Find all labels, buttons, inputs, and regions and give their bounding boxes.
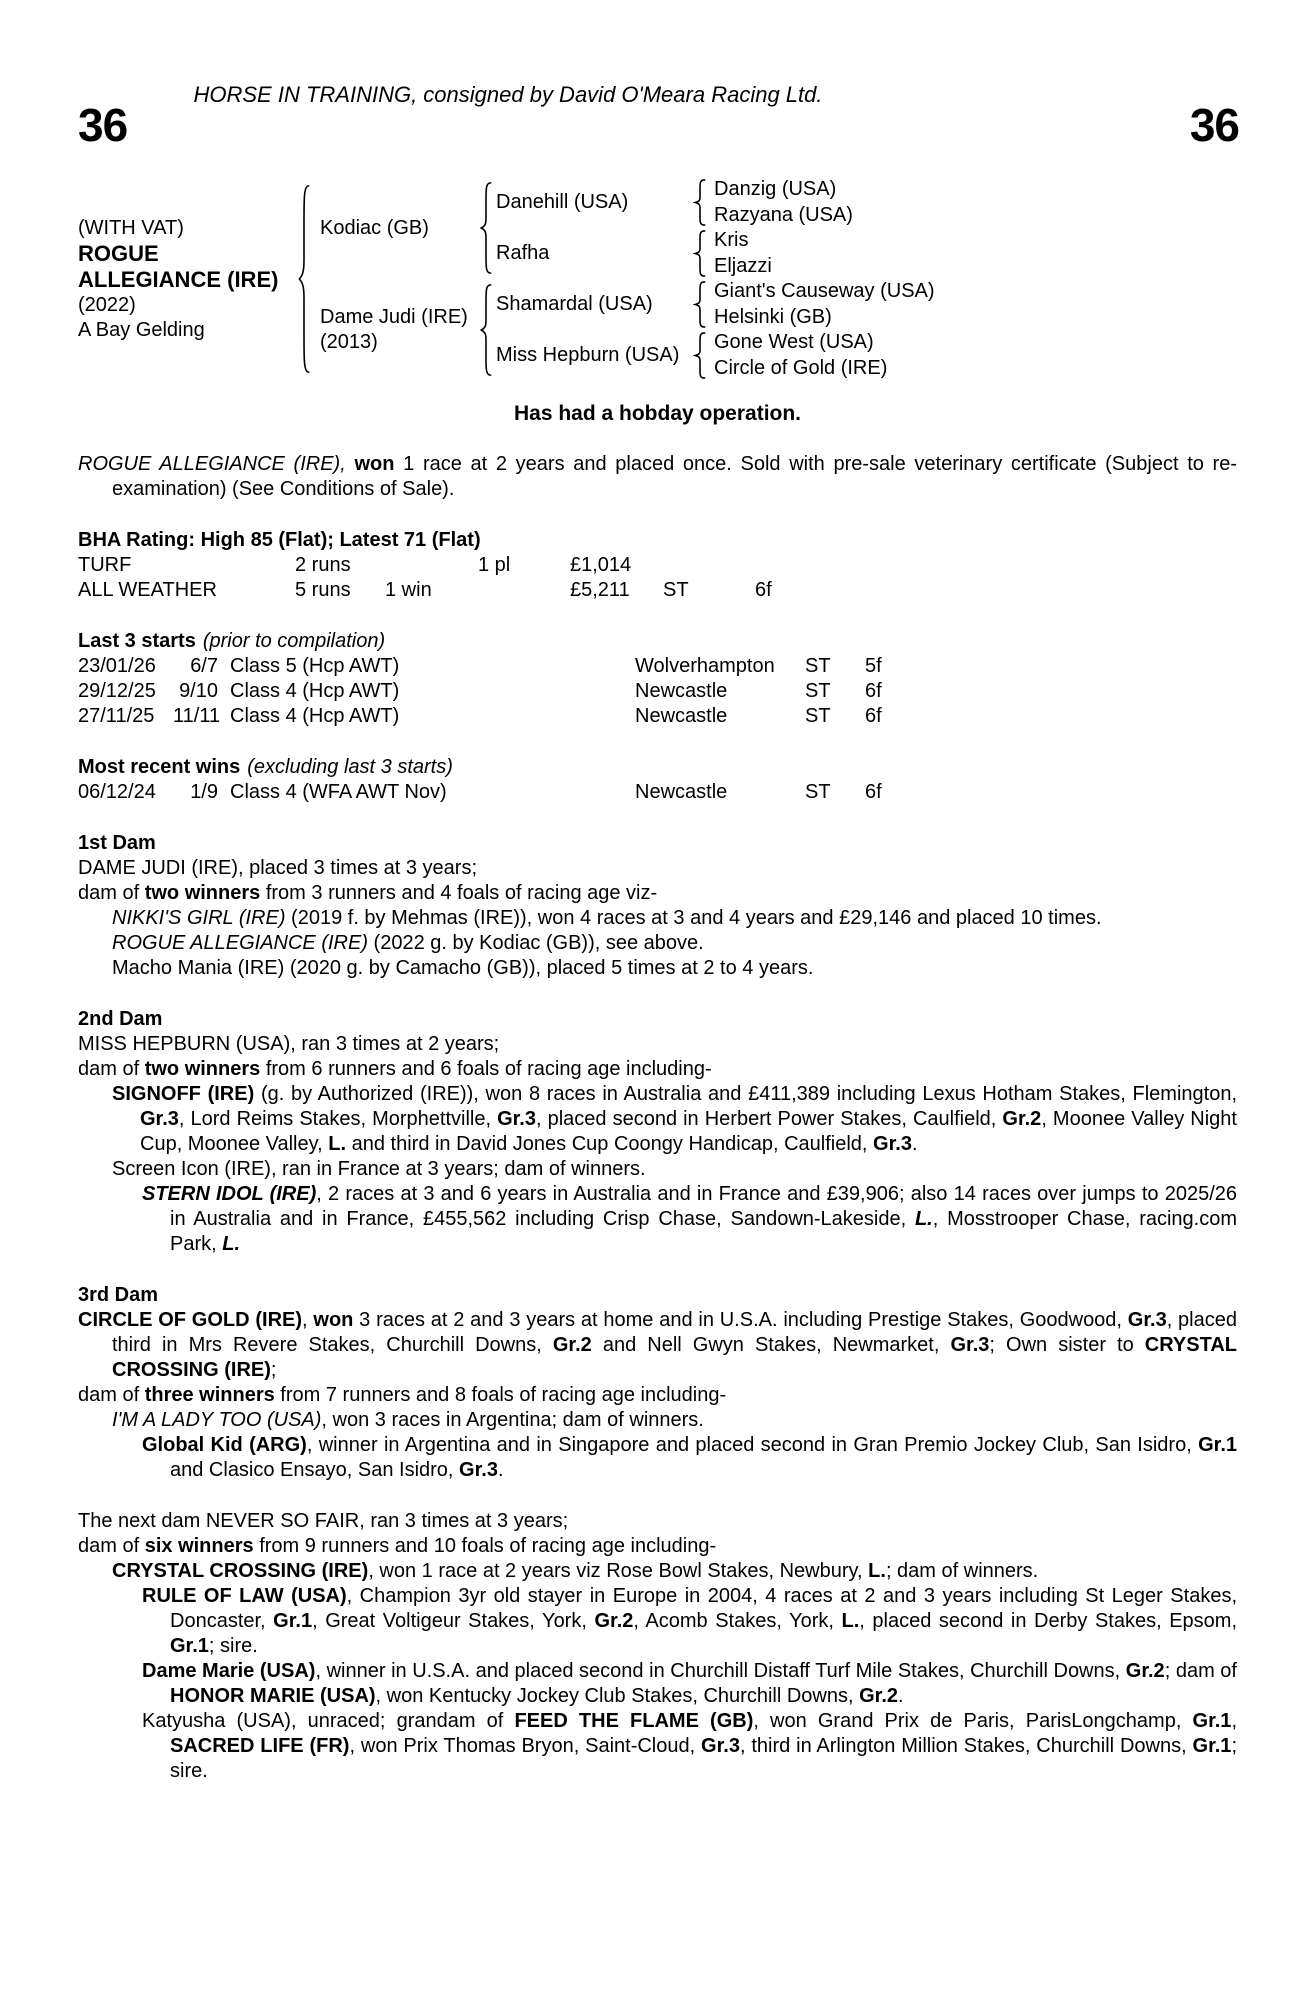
pedigree-paragraph: RULE OF LAW (USA), Champion 3yr old stayer in Europe in 2004, 4 races at 2 and 3 years including St Leger Stakes, Doncaster, Gr.1, Great Voltigeur Stakes, York, Gr.2, Acomb Stakes, York, L., placed second in Derby Stakes, Epsom, Gr.1; sire. [142, 1585, 1238, 1657]
recent-wins-section [78, 755, 1237, 805]
pedigree-brace-icon [686, 228, 714, 279]
position-cell: 6/7 [190, 655, 218, 677]
pedigree-paragraph: DAME JUDI (IRE), placed 3 times at 3 years; [78, 857, 478, 879]
date-cell: 29/12/25 [78, 680, 156, 702]
dam-name: Dame Judi (IRE) [320, 306, 468, 328]
surface-cell: ALL WEATHER [78, 579, 217, 601]
pedigree-paragraph: dam of two winners from 3 runners and 4 foals of racing age viz- [78, 882, 658, 904]
sire-sire-name: Danehill (USA) [496, 191, 629, 213]
table-row [78, 654, 1237, 679]
horse-name-line2: ALLEGIANCE (IRE) [78, 266, 279, 292]
pedigree-paragraph: Dame Marie (USA), winner in U.S.A. and placed second in Churchill Distaff Turf Mile Stakes, Churchill Downs, Gr.2; dam of HONOR MARIE (USA), won Kentucky Jockey Club Stakes, Churchill Downs, Gr.2. [142, 1660, 1237, 1707]
going-cell: ST [663, 579, 689, 601]
pedigree-paragraph: Screen Icon (IRE), ran in France at 3 years; dam of winners. [112, 1158, 646, 1180]
pedigree-paragraph: dam of two winners from 6 runners and 6 foals of racing age including- [78, 1058, 712, 1080]
next-dam-section [78, 1509, 1237, 1784]
horse-name-line1: ROGUE [78, 240, 159, 266]
wins-cell [385, 553, 478, 578]
last-starts-section [78, 629, 1237, 729]
pedigree-paragraph: Macho Mania (IRE) (2020 g. by Camacho (GB)), placed 5 times at 2 to 4 years. [112, 957, 814, 979]
foaling-year: (2022) [78, 293, 136, 316]
recent-wins-heading [78, 755, 1237, 780]
pedigree-brace-icon [475, 177, 496, 279]
race-cell: Class 4 (Hcp AWT) [230, 705, 400, 727]
position-cell: 9/10 [179, 680, 218, 702]
runs-cell: 5 runs [295, 579, 351, 601]
pedigree-paragraph: I'M A LADY TOO (USA), won 3 races in Argentina; dam of winners. [112, 1409, 704, 1431]
pedigree-paragraph: CIRCLE OF GOLD (IRE), won 3 races at 2 and 3 years at home and in U.S.A. including Prestige Stakes, Goodwood, Gr.3, placed third in Mrs Revere Stakes, Churchill Downs, Gr.2 and Nell Gwyn Stakes, Newmarket, Gr.3; Own sister to CRYSTAL CROSSING (IRE); [78, 1309, 1237, 1381]
venue-cell: Newcastle [635, 680, 728, 702]
pedigree-paragraph: ROGUE ALLEGIANCE (IRE) (2022 g. by Kodiac (GB)), see above. [112, 932, 704, 954]
sire-name: Kodiac (GB) [320, 216, 429, 239]
dam-section-3 [78, 1283, 1237, 1483]
surface-cell: TURF [78, 554, 132, 576]
pedigree-brace-icon [288, 177, 320, 381]
sire-dam-name: Rafha [496, 242, 550, 264]
pedigree-paragraph: STERN IDOL (IRE), 2 races at 3 and 6 years in Australia and in France and £39,906; also 14 races over jumps to 2025/26 in Australia and in France, £455,562 including Crisp Chase, Sandown-Lakeside, L., Mosstrooper Chase, racing.com Park, L. [142, 1183, 1238, 1255]
earnings-cell: £1,014 [570, 554, 632, 576]
date-cell: 06/12/24 [78, 781, 156, 803]
bha-rating-heading: BHA Rating: High 85 (Flat); Latest 71 (Flat) [78, 529, 481, 551]
section-title: Last 3 starts [78, 630, 196, 652]
great-grandparent-name: Giant's Causeway (USA) [714, 280, 935, 303]
table-row [78, 704, 1237, 729]
position-cell: 1/9 [190, 781, 218, 803]
venue-cell: Newcastle [635, 781, 728, 803]
going-cell [663, 553, 755, 578]
distance-cell: 5f [865, 655, 882, 677]
section-subtitle: (excluding last 3 starts) [247, 756, 453, 778]
places-cell: 1 pl [478, 554, 511, 576]
distance-cell: 6f [755, 579, 772, 601]
race-record-summary: ROGUE ALLEGIANCE (IRE), won 1 race at 2 years and placed once. Sold with pre-sale veterinary certificate (Subject to re-examination) (See Conditions of Sale). [78, 453, 1237, 500]
race-cell: Class 4 (Hcp AWT) [230, 680, 400, 702]
page-header-title: HORSE IN TRAINING, consigned by David O'Meara Racing Ltd. [193, 82, 823, 107]
pedigree-paragraph: Global Kid (ARG), winner in Argentina and in Singapore and placed second in Gran Premio Jockey Club, San Isidro, Gr.1 and Clasico Ensayo, San Isidro, Gr.3. [142, 1434, 1237, 1481]
runs-cell: 2 runs [295, 554, 351, 576]
great-grandparent-name: Circle of Gold (IRE) [714, 356, 888, 379]
dam-section-2 [78, 1007, 1237, 1257]
horse-summary-block [78, 216, 288, 343]
pedigree-paragraph: CRYSTAL CROSSING (IRE), won 1 race at 2 years viz Rose Bowl Stakes, Newbury, L.; dam of winners. [112, 1560, 1039, 1582]
position-cell: 11/11 [173, 705, 221, 727]
veterinary-notice: Has had a hobday operation. [513, 402, 802, 425]
race-cell: Class 5 (Hcp AWT) [230, 655, 400, 677]
dam-section-heading: 3rd Dam [78, 1284, 159, 1306]
great-grandparent-name: Danzig (USA) [714, 178, 837, 201]
pedigree-tree [78, 177, 1237, 381]
bha-rating-section [78, 528, 1237, 603]
pedigree-brace-icon [686, 279, 714, 330]
dam-sire-name: Shamardal (USA) [496, 293, 653, 315]
great-grandparent-name: Helsinki (GB) [714, 305, 832, 328]
distance-cell [755, 553, 1237, 578]
distance-cell: 6f [865, 705, 882, 727]
distance-cell: 6f [865, 781, 882, 803]
pedigree-paragraph: Katyusha (USA), unraced; grandam of FEED THE FLAME (GB), won Grand Prix de Paris, ParisLongchamp, Gr.1, SACRED LIFE (FR), won Prix Thomas Bryon, Saint-Cloud, Gr.3, third in Arlington Million Stakes, Churchill Downs, Gr.1; sire. [142, 1710, 1237, 1782]
great-grandparent-name: Kris [714, 229, 749, 252]
dam-block [320, 305, 475, 355]
pedigree-paragraph: dam of three winners from 7 runners and 8 foals of racing age including- [78, 1384, 727, 1406]
going-cell: ST [805, 705, 831, 727]
lot-number-left: 36 [78, 99, 128, 151]
great-grandparent-name: Eljazzi [714, 254, 772, 277]
dam-dam-name: Miss Hepburn (USA) [496, 344, 680, 366]
pedigree-paragraph: NIKKI'S GIRL (IRE) (2019 f. by Mehmas (IRE)), won 4 races at 3 and 4 years and £29,146 and placed 10 times. [112, 907, 1102, 929]
pedigree-paragraph: dam of six winners from 9 runners and 10 foals of racing age including- [78, 1535, 717, 1557]
horse-description: A Bay Gelding [78, 318, 205, 341]
distance-cell: 6f [865, 680, 882, 702]
dam-section-heading: 2nd Dam [78, 1008, 163, 1030]
pedigree-paragraph: SIGNOFF (IRE) (g. by Authorized (IRE)), won 8 races in Australia and £411,389 including Lexus Hotham Stakes, Flemington, Gr.3, Lord Reims Stakes, Morphettville, Gr.3, placed second in Herbert Power Stakes, Caulfield, Gr.2, Moonee Valley Night Cup, Moonee Valley, L. and third in David Jones Cup Coongy Handicap, Caulfield, Gr.3. [112, 1083, 1238, 1155]
pedigree-paragraph: The next dam NEVER SO FAIR, ran 3 times at 3 years; [78, 1510, 569, 1532]
section-subtitle: (prior to compilation) [202, 630, 386, 652]
going-cell: ST [805, 655, 831, 677]
date-cell: 23/01/26 [78, 655, 156, 677]
pedigree-brace-icon [686, 177, 714, 228]
dam-section-1 [78, 831, 1237, 981]
great-grandparent-name: Gone West (USA) [714, 331, 874, 354]
pedigree-paragraph: MISS HEPBURN (USA), ran 3 times at 2 years; [78, 1033, 500, 1055]
pedigree-brace-icon [686, 330, 714, 381]
venue-cell: Newcastle [635, 705, 728, 727]
pedigree-brace-icon [475, 279, 496, 381]
venue-cell: Wolverhampton [635, 655, 775, 677]
earnings-cell: £5,211 [570, 579, 630, 601]
great-grandparent-name: Razyana (USA) [714, 203, 853, 226]
places-cell [478, 578, 570, 603]
going-cell: ST [805, 680, 831, 702]
table-row [78, 780, 1237, 805]
table-row [78, 553, 1237, 578]
lot-number-right: 36 [1189, 99, 1239, 151]
table-row [78, 578, 1237, 603]
section-title: Most recent wins [78, 756, 241, 778]
going-cell: ST [805, 781, 831, 803]
last-starts-heading [78, 629, 1237, 654]
wins-cell: 1 win [385, 579, 432, 601]
dam-section-heading: 1st Dam [78, 832, 156, 854]
vat-note: (WITH VAT) [78, 216, 184, 239]
date-cell: 27/11/25 [78, 705, 155, 727]
table-row [78, 679, 1237, 704]
race-cell: Class 4 (WFA AWT Nov) [230, 781, 447, 803]
dam-year: (2013) [320, 331, 378, 353]
